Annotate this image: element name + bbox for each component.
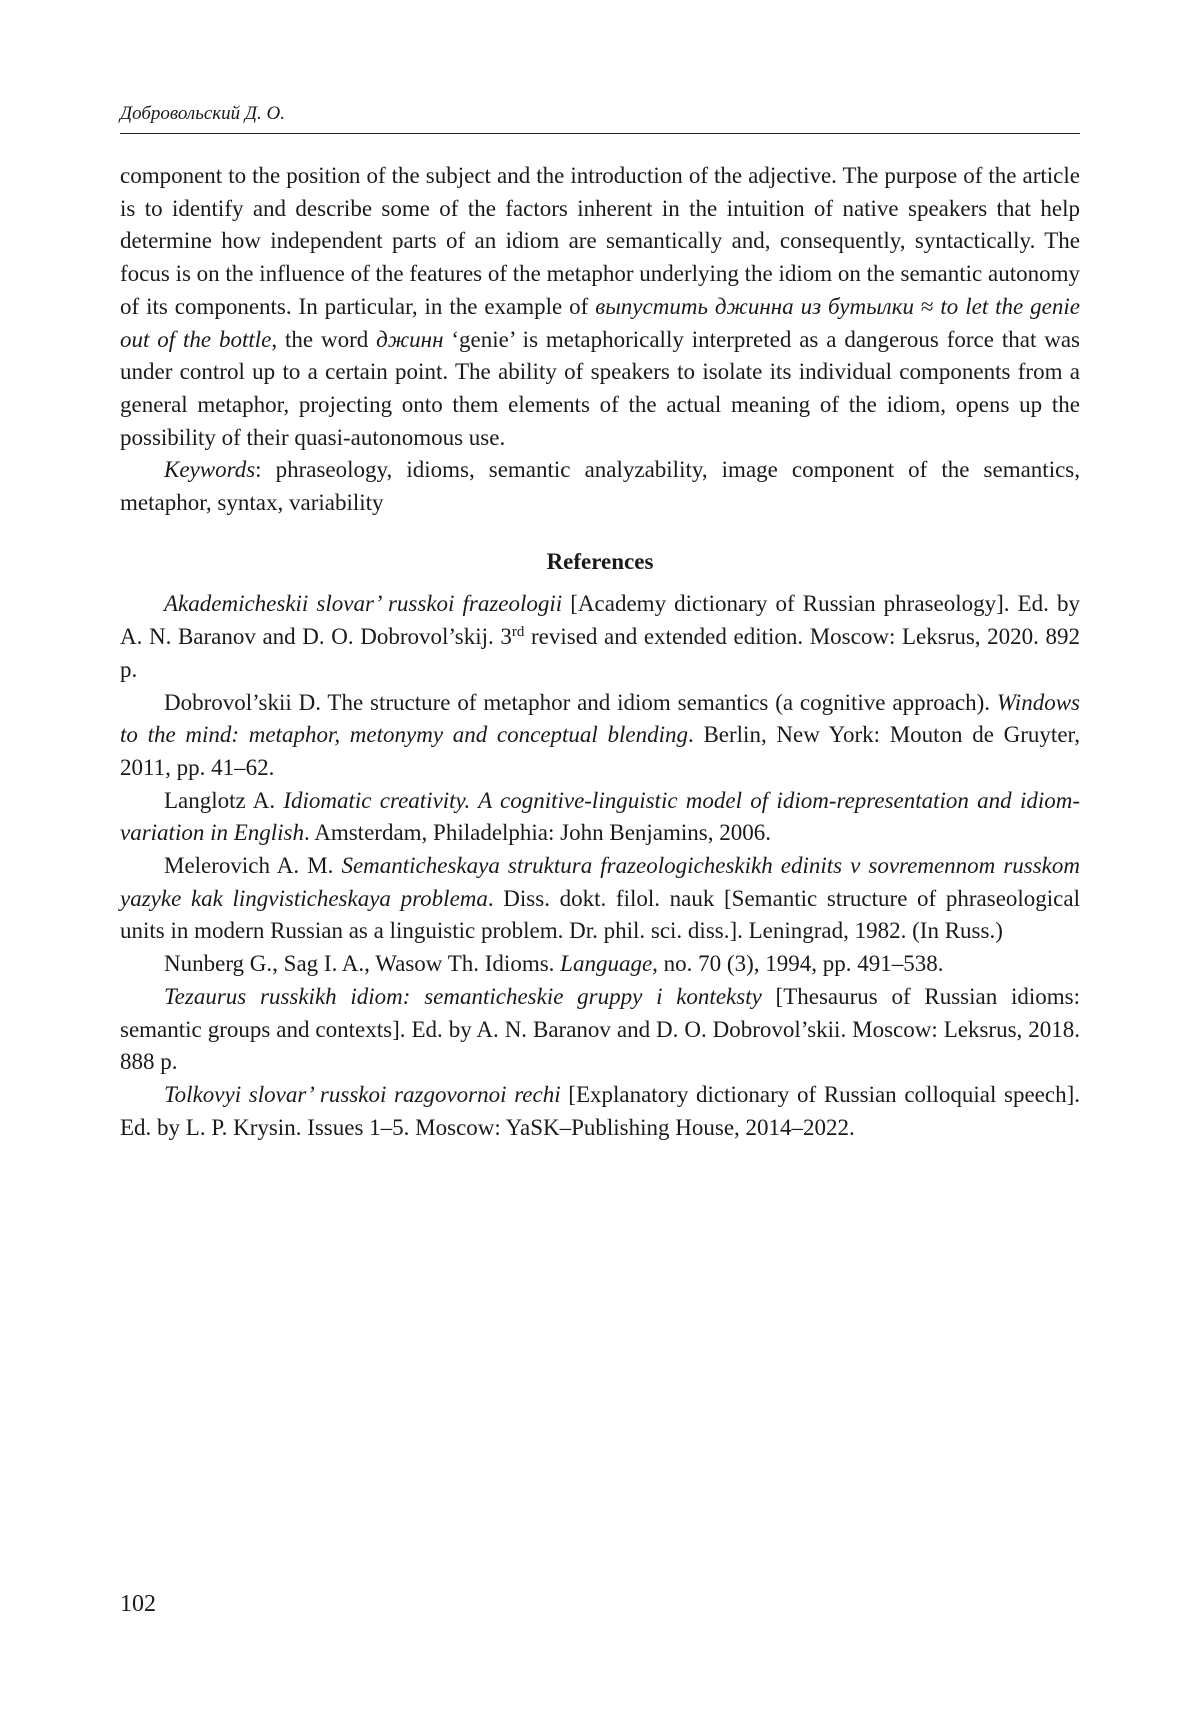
russian-idiom: выпустить джинна из бутылки xyxy=(595,293,914,319)
running-head: Добровольский Д. О. xyxy=(120,103,285,124)
reference-text: revised and extended edition. Moscow: Leksrus, 2020. 892 p. xyxy=(120,624,1080,682)
english-idiom: to let the genie out of the bottle xyxy=(120,293,1080,352)
reference-title: Semanticheskaya struktura frazeologicheskikh edinits v sovremennom russkom yazyke kak lingvisticheskaya problema xyxy=(120,853,1081,911)
ordinal-superscript: rd xyxy=(511,624,525,641)
reference-text: Dobrovol’skii D. The structure of metaphor and idiom semantics (a cognitive approach). xyxy=(164,689,997,715)
reference-text: [Thesaurus of Russian idioms: semantic groups and contexts]. Ed. by A. N. Baranov and D. O. Dobrovol’skii. Moscow: Leksrus, 2018. 888 p. xyxy=(120,983,1080,1075)
reference-text: . Berlin, New York: Mouton de Gruyter, 2011, pp. 41–62. xyxy=(120,722,1081,780)
abstract-text: ‘genie’ is metaphorically interpreted as a dangerous force that was under control up to a certain point. The ability of speakers to isolate its individual components from a general metaphor, projecting onto them elements of the actual meaning of the idiom, opens up the possibility of their quasi-autonomous use. xyxy=(120,326,1080,450)
reference-title: Windows to the mind: metaphor, metonymy and conceptual blending xyxy=(120,689,1080,748)
reference-text: Nunberg G., Sag I. A., Wasow Th. Idioms. xyxy=(164,951,561,977)
header-rule xyxy=(120,133,1080,134)
reference-title: Tezaurus russkikh idiom: semanticheskie gruppy i konteksty xyxy=(164,983,762,1009)
references-heading: References xyxy=(546,548,654,574)
keywords-label: Keywords xyxy=(164,457,256,483)
reference-text: [Explanatory dictionary of Russian colloquial speech]. Ed. by L. P. Krysin. Issues 1–5. Moscow: YaSK–Publishing House, 2014–2022. xyxy=(120,1081,1080,1140)
article-body xyxy=(120,160,1080,1144)
reference-title: Tolkovyi slovar’ russkoi razgovornoi rechi xyxy=(164,1081,561,1107)
reference-item xyxy=(120,785,1080,850)
reference-title: Language xyxy=(560,951,653,977)
abstract-text: component to the position of the subject and the introduction of the adjective. The purpose of the article is to identify and describe some of the factors inherent in the intuition of native speakers that help determine how independent parts of an idiom are semantically and, consequently, syntactically. The focus is on the influence of the features of the metaphor underlying the idiom on the semantic autonomy of its components. In particular, in the example of xyxy=(120,163,1080,319)
reference-text: . Diss. dokt. filol. nauk [Semantic structure of phraseological units in modern Russian as a linguistic problem. Dr. phil. sci. diss.]. Leningrad, 1982. (In Russ.) xyxy=(120,885,1080,944)
reference-item xyxy=(120,948,1080,981)
reference-text: Melerovich A. M. xyxy=(164,853,342,879)
reference-title: Idiomatic creativity. A cognitive-linguistic model of idiom-representation and idiom-variation in English xyxy=(120,787,1080,846)
reference-item xyxy=(120,687,1080,785)
page-number: 102 xyxy=(120,1591,156,1617)
reference-item xyxy=(120,850,1080,948)
keywords-list: : phraseology, idioms, semantic analyzability, image component of the semantics, metaphor, syntax, variability xyxy=(120,457,1080,516)
russian-word: джинн xyxy=(376,326,444,352)
approx-sign: ≈ xyxy=(913,293,941,319)
reference-text: [Academy dictionary of Russian phraseology]. Ed. by A. N. Baranov and D. O. Dobrovol’skij. 3 xyxy=(120,591,1080,650)
reference-text: . Amsterdam, Philadelphia: John Benjamins, 2006. xyxy=(304,820,771,846)
reference-title: Akademicheskii slovar’ russkoi frazeologii xyxy=(164,591,563,617)
reference-item xyxy=(120,588,1080,686)
reference-text: Langlotz A. xyxy=(164,787,284,813)
keywords-paragraph xyxy=(120,454,1080,519)
reference-item xyxy=(120,1079,1080,1144)
abstract-text: , the word xyxy=(271,326,377,352)
abstract-paragraph xyxy=(120,160,1080,454)
reference-text: , no. 70 (3), 1994, pp. 491–538. xyxy=(652,951,944,977)
reference-item xyxy=(120,981,1080,1079)
